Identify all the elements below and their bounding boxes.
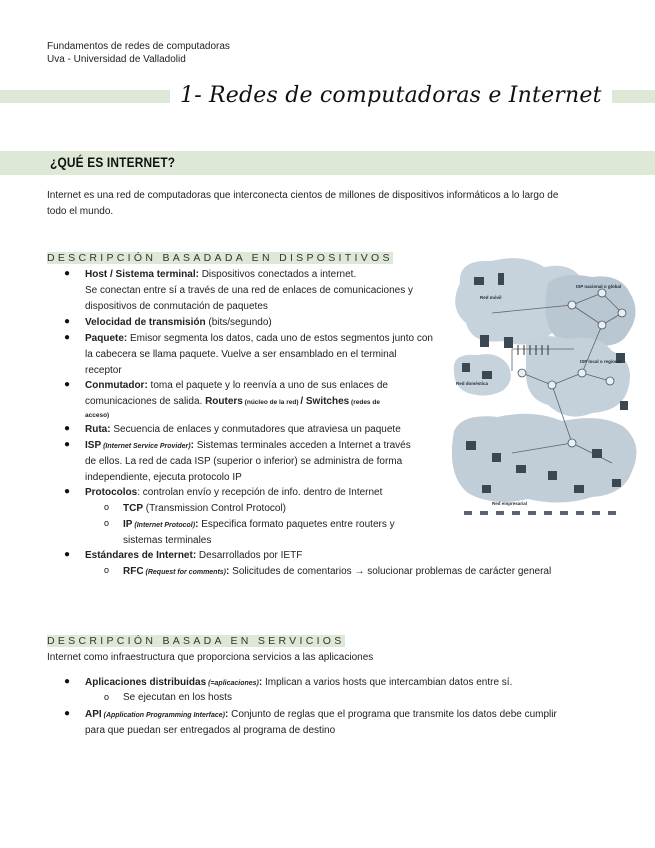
packet-term: Paquete: [85, 333, 128, 344]
proto-text: : controlan envío y recepción de info. dentro de Internet [137, 487, 383, 498]
list-item-rfc [123, 564, 551, 581]
bullet: ● [64, 676, 71, 687]
switch-line-2 [85, 394, 380, 411]
network-diagram [452, 253, 638, 527]
list-item-tcp [123, 501, 286, 517]
ip-line-2: sistemas terminales [123, 535, 212, 546]
route-term: Ruta: [85, 424, 111, 435]
sub-bullet: o [104, 692, 110, 702]
tcp-text: (Transmission Control Protocol) [143, 503, 287, 514]
dist-colon: : [258, 677, 263, 688]
network-diagram-svg [452, 253, 638, 527]
bullet: ● [64, 708, 71, 719]
bottom-devices [464, 511, 616, 515]
dist-text: Implican a varios hosts que intercambian datos entre sí. [262, 677, 513, 688]
rfc-colon: : [226, 566, 230, 577]
bullet: ● [64, 486, 71, 497]
bullet: ● [64, 423, 71, 434]
api-note: (Application Programming Interface) [101, 712, 225, 719]
route-text: Secuencia de enlaces y conmutadores que atraviesa un paquete [110, 424, 401, 435]
university-name: Uva - Universidad de Valladolid [47, 54, 186, 65]
list-item-isp [85, 438, 411, 455]
host-line-2: Se conectan entre sí a través de una red de enlaces de comunicaciones y [85, 285, 413, 296]
list-item-packet [85, 331, 433, 347]
dist-term: Aplicaciones distribuidas [85, 677, 207, 688]
ip-note: (Internet Protocol) [132, 522, 196, 529]
host-term: Host / Sistema terminal: [85, 269, 199, 280]
devices-heading-text: DESCRIPCIÓN BASADADA EN DISPOSITIVOS [47, 252, 393, 264]
list-item-standards [85, 548, 302, 564]
switch-sep: / [300, 396, 306, 407]
list-item-host [85, 267, 356, 283]
host-text: Dispositivos conectados a internet. [198, 269, 357, 280]
rfc-text: Solicitudes de comentarios → solucionar problemas de carácter general [229, 566, 552, 577]
isp-line-3: independiente, ejecuta protocolo IP [85, 472, 242, 483]
section-title: ¿QUÉ ES INTERNET? [50, 154, 176, 170]
packet-line-2: la cabecera se llama paquete. Vuelve a ser ensamblado en el terminal [85, 349, 397, 360]
std-term: Estándares de Internet: [85, 550, 197, 561]
api-line-2: para que puedan ser entregados al programa de destino [85, 725, 336, 736]
cloud-enterprise [452, 414, 637, 503]
ip-term: IP [123, 519, 133, 530]
ip-colon: : [195, 519, 199, 530]
bullet: ● [64, 439, 71, 450]
list-item-route [85, 422, 401, 438]
packet-line-3: receptor [85, 365, 122, 376]
bullet: ● [64, 379, 71, 390]
api-text: Conjunto de reglas que el programa que transmite los datos debe cumplir [228, 709, 557, 720]
label-home: Red doméstica [456, 381, 489, 386]
label-enterprise: Red empresarial [492, 501, 528, 506]
title-wrap [170, 80, 612, 114]
list-item-speed [85, 315, 272, 331]
switch-line-3: acceso) [85, 412, 110, 419]
label-isp-local: ISP local o regional [580, 359, 622, 364]
services-intro: Internet como infraestructura que proporciona servicios a las aplicaciones [47, 652, 374, 663]
label-mobile: Red móvil [480, 295, 502, 300]
isp-term: ISP [85, 440, 102, 451]
rfc-term: RFC [123, 566, 144, 577]
list-item-api [85, 707, 557, 724]
speed-text: (bits/segundo) [205, 317, 272, 328]
routers-term: Routers [205, 396, 243, 407]
speed-term: Velocidad de transmisión [85, 317, 206, 328]
switch-term: Conmutador: [85, 380, 148, 391]
isp-note: (Internet Service Provider) [101, 443, 191, 450]
bullet: ● [64, 316, 71, 327]
devices-heading [47, 251, 393, 265]
switch-text: toma el paquete y lo reenvía a uno de sus enlaces de [147, 380, 388, 391]
switches-note: (redes de [349, 399, 380, 406]
sub-bullet: o [104, 502, 110, 512]
course-name: Fundamentos de redes de computadoras [47, 41, 230, 52]
tcp-term: TCP [123, 503, 143, 514]
switches-term: Switches [305, 396, 350, 407]
std-text: Desarrollados por IETF [196, 550, 303, 561]
switch-line-2-text: comunicaciones de salida. [85, 396, 206, 407]
page-title: 1- Redes de computadoras e Internet [180, 83, 602, 108]
list-item-switch [85, 378, 388, 394]
api-term: API [85, 709, 102, 720]
ip-text: Especifica formato paquetes entre routers y [198, 519, 395, 530]
sub-bullet: o [104, 518, 110, 528]
rfc-note: (Request for comments) [143, 569, 227, 576]
bullet: ● [64, 332, 71, 343]
intro-line-2: todo el mundo. [47, 206, 114, 217]
host-line-3: dispositivos de conmutación de paquetes [85, 301, 268, 312]
packet-text: Emisor segmenta los datos, cada uno de estos segmentos junto con [127, 333, 433, 344]
routers-note: (núcleo de la red) [242, 399, 301, 406]
list-item-ip [123, 517, 395, 534]
list-item-protocols [85, 485, 382, 501]
sub-bullet: o [104, 565, 110, 575]
dist-sub: Se ejecutan en los hosts [123, 692, 232, 703]
bullet: ● [64, 549, 71, 560]
isp-text: Sistemas terminales acceden a Internet a través [193, 440, 411, 451]
services-heading [47, 634, 345, 648]
api-colon: : [224, 709, 229, 720]
intro-line-1: Internet es una red de computadoras que interconecta cientos de millones de dispositivos informáticos a lo largo de [47, 190, 559, 201]
bullet: ● [64, 268, 71, 279]
isp-line-2: de ellos. La red de cada ISP (superior o inferior) se administra de forma [85, 456, 403, 467]
proto-term: Protocolos [85, 487, 138, 498]
label-isp-national: ISP nacional o global [576, 284, 622, 289]
isp-colon: : [190, 440, 194, 451]
services-heading-text: DESCRIPCIÓN BASADA EN SERVICIOS [47, 635, 345, 647]
dist-note: (=aplicaciones) [206, 680, 259, 687]
